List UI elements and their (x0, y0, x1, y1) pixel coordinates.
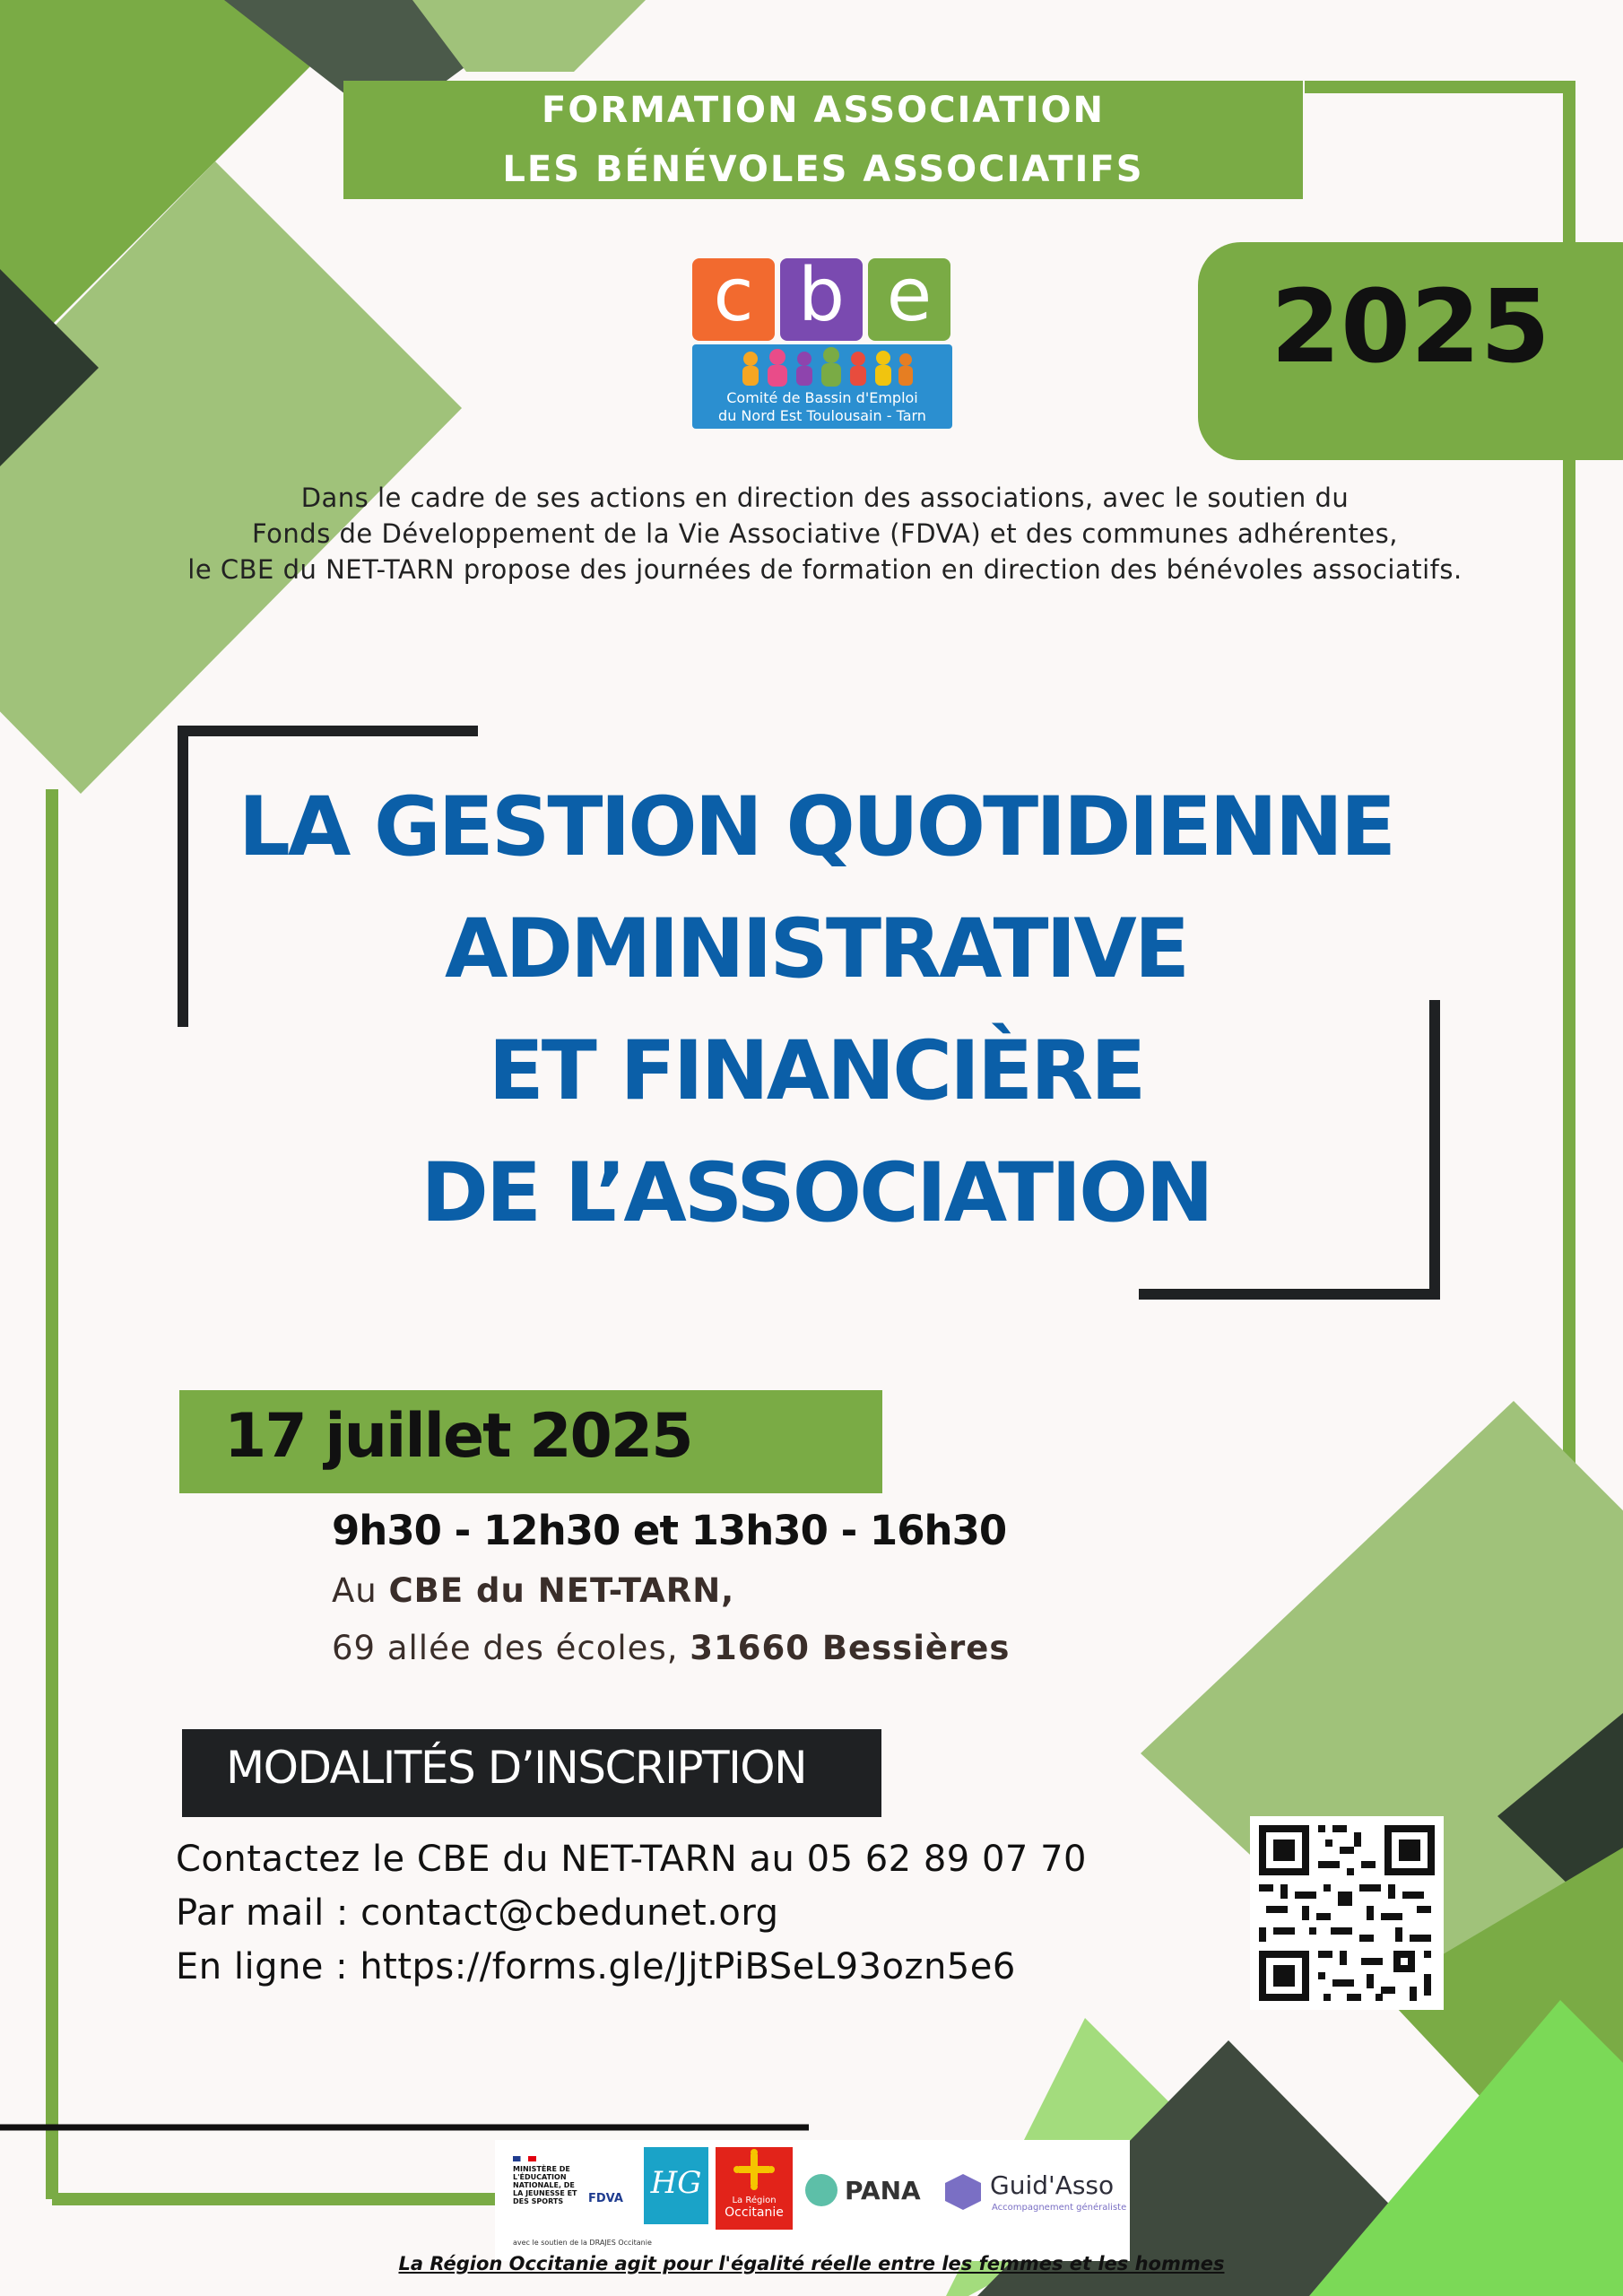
partner-logos (495, 2140, 1130, 2261)
logo-band (692, 344, 952, 429)
intro-line-3: le CBE du NET-TARN propose des journées de formation en direction des bénévoles associatifs. (187, 554, 1462, 585)
contact-phone: Contactez le CBE du NET-TARN au 05 62 89 07 70 (176, 1839, 1087, 1880)
header-line-1: FORMATION ASSOCIATION (542, 90, 1105, 131)
intro-line-1: Dans le cadre de ses actions en direction des associations, avec le soutien du (300, 483, 1350, 513)
event-location (332, 1571, 734, 1610)
year-text: 2025 (1271, 269, 1550, 386)
region-occitanie-logo (716, 2147, 793, 2230)
main-title (170, 767, 1462, 1255)
fdva-logo: FDVA (588, 2192, 623, 2205)
pana-icon (805, 2174, 838, 2206)
address-city: 31660 Bessières (690, 1629, 1011, 1667)
title-line-4: DE L’ASSOCIATION (421, 1146, 1211, 1240)
title-line-1: LA GESTION QUOTIDIENNE (238, 780, 1394, 874)
intro-line-2: Fonds de Développement de la Vie Associative (FDVA) et des communes adhérentes, (252, 518, 1398, 549)
intro-paragraph (90, 480, 1560, 587)
people-icon (692, 346, 952, 391)
occitan-cross-icon (716, 2147, 793, 2192)
event-date: 17 juillet 2025 (224, 1401, 692, 1472)
logo-caption-line-1: Comité de Bassin d'Emploi (726, 389, 918, 406)
logo-caption-line-2: du Nord Est Toulousain - Tarn (718, 407, 926, 424)
guidasso-logo: Guid'Asso (990, 2170, 1115, 2200)
header-banner (343, 81, 1303, 199)
qr-code[interactable] (1250, 1816, 1444, 2010)
location-prefix: Au (332, 1571, 389, 1610)
address-street: 69 allée des écoles, (332, 1629, 690, 1667)
logo-letter-c: c (692, 258, 775, 341)
region-text-1: La Région (732, 2196, 777, 2205)
registration-heading: MODALITÉS D’INSCRIPTION (226, 1742, 807, 1794)
ministere-logo (513, 2156, 585, 2205)
guidasso-icon (945, 2174, 981, 2210)
cbe-logo (692, 253, 952, 429)
logo-letter-e: e (868, 258, 950, 341)
title-line-3: ET FINANCIÈRE (488, 1024, 1144, 1118)
event-address (332, 1629, 1010, 1667)
frame-border (1305, 87, 1569, 247)
event-hours: 9h30 - 12h30 et 13h30 - 16h30 (332, 1507, 1007, 1554)
ministere-text: MINISTÈRE DE L'ÉDUCATION NATIONALE, DE LA JEUNESSE ET DES SPORTS (513, 2165, 577, 2205)
hg-logo: HG (644, 2147, 708, 2224)
drajes-text: avec le soutien de la DRAJES Occitanie (513, 2239, 652, 2247)
logo-letter-b: b (780, 258, 863, 341)
guidasso-subtitle: Accompagnement généraliste (992, 2203, 1127, 2213)
contact-mail[interactable]: Par mail : contact@cbedunet.org (176, 1892, 779, 1934)
pana-logo: PANA (845, 2176, 921, 2205)
region-text-2: Occitanie (725, 2205, 784, 2220)
qr-code-icon (1250, 1816, 1444, 2010)
location-name: CBE du NET-TARN, (388, 1571, 735, 1610)
header-line-2: LES BÉNÉVOLES ASSOCIATIFS (502, 149, 1144, 190)
title-line-2: ADMINISTRATIVE (445, 902, 1187, 996)
contact-online[interactable]: En ligne : https://forms.gle/JjtPiBSeL93ozn5e6 (176, 1946, 1016, 1987)
footer-note: La Région Occitanie agit pour l'égalité réelle entre les femmes et les hommes (398, 2253, 1225, 2274)
